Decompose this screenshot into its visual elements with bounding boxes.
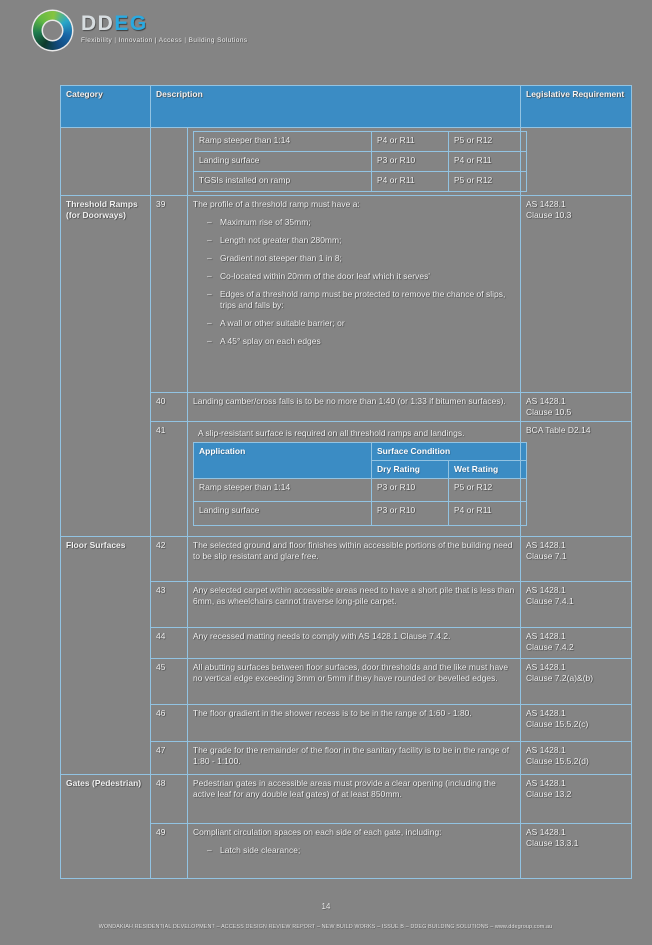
table-row	[194, 502, 527, 526]
table-row-42	[61, 537, 632, 582]
header-category: Category	[61, 86, 151, 128]
bullet-text: Length not greater than 280mm;	[220, 235, 342, 245]
bullet-marker: –	[207, 271, 212, 281]
continuation-slip-table	[193, 131, 527, 192]
legislative-ref: AS 1428.1	[526, 778, 566, 788]
legislative-clause: Clause 7.1	[526, 551, 567, 561]
item-number-empty	[151, 128, 188, 196]
slip-header-wet: Wet Rating	[449, 461, 527, 479]
wet-rating-cell: P5 or R12	[449, 479, 527, 502]
bullet-marker: –	[207, 845, 212, 855]
item-number: 49	[151, 824, 188, 879]
legislative-cell	[521, 537, 632, 582]
legislative-clause: Clause 15.5.2(c)	[526, 719, 589, 729]
legislative-cell	[521, 659, 632, 705]
legislative-cell-empty	[521, 128, 632, 196]
bullet-text: Co-located within 20mm of the door leaf which it serves'	[220, 271, 430, 281]
legislative-ref: AS 1428.1	[526, 708, 566, 718]
legislative-cell	[521, 824, 632, 879]
description-cell: Landing camber/cross falls is to be no more than 1:40 (or 1:33 if bitumen surfaces).	[188, 393, 521, 422]
slip-header-application: Application	[194, 443, 372, 479]
legislative-clause: Clause 7.4.2	[526, 642, 574, 652]
category-cell-gates: Gates (Pedestrian)	[61, 775, 151, 879]
slip-table-header-row	[194, 443, 527, 461]
bullet-marker: –	[207, 336, 212, 346]
item-number: 48	[151, 775, 188, 824]
table-header-row	[61, 86, 632, 128]
legislative-ref: BCA Table D2.14	[526, 425, 591, 435]
logo-dd: DD	[81, 12, 115, 35]
legislative-cell	[521, 742, 632, 775]
legislative-cell	[521, 393, 632, 422]
legislative-cell	[521, 582, 632, 628]
slip-header-dry: Dry Rating	[372, 461, 449, 479]
table-row	[194, 479, 527, 502]
application-cell: Ramp steeper than 1:14	[194, 132, 372, 152]
legislative-clause: Clause 7.4.1	[526, 596, 574, 606]
legislative-cell	[521, 775, 632, 824]
bullet-item	[207, 235, 515, 246]
item-number: 39	[151, 196, 188, 393]
bullet-text: Latch side clearance;	[220, 845, 301, 855]
table-row	[194, 172, 527, 192]
bullet-item	[207, 217, 515, 228]
description-cell: Any recessed matting needs to comply with AS 1428.1 Clause 7.4.2.	[188, 628, 521, 659]
continuation-table-cell	[188, 128, 521, 196]
category-cell-threshold-ramps: Threshold Ramps (for Doorways)	[61, 196, 151, 537]
bullet-marker: –	[207, 289, 212, 299]
compliance-table	[60, 85, 632, 879]
bullet-item	[207, 289, 515, 311]
legislative-clause: Clause 10.5	[526, 407, 572, 417]
legislative-ref: AS 1428.1	[526, 396, 566, 406]
dry-rating-cell: P4 or R11	[372, 172, 449, 192]
item-number: 46	[151, 705, 188, 742]
bullet-marker: –	[207, 253, 212, 263]
footer-text: WONDAKIAH RESIDENTIAL DEVELOPMENT – ACCESS DESIGN REVIEW REPORT – NEW BUILD WORKS – ISSUE B – DDEG BUILDING SOLUTIONS – www.ddegroup.com.au	[99, 924, 553, 930]
bullet-item	[207, 253, 515, 264]
legislative-ref: AS 1428.1	[526, 827, 566, 837]
description-cell: Any selected carpet within accessible areas need to have a short pile that is less than 6mm, as wheelchairs cannot traverse long-pile carpet.	[188, 582, 521, 628]
legislative-clause: Clause 15.5.2(d)	[526, 756, 589, 766]
item-number: 47	[151, 742, 188, 775]
dry-rating-cell: P3 or R10	[372, 502, 449, 526]
slip-header-condition: Surface Condition	[372, 443, 527, 461]
wet-rating-cell: P5 or R12	[449, 132, 527, 152]
application-cell: Landing surface	[194, 502, 372, 526]
bullet-text: Edges of a threshold ramp must be protected to remove the chance of slips, trips and falls by:	[220, 289, 506, 310]
bullet-item	[207, 845, 515, 856]
page-number: 14	[321, 902, 331, 911]
legislative-ref: AS 1428.1	[526, 745, 566, 755]
bullet-text: A wall or other suitable barrier; or	[220, 318, 345, 328]
description-text: A slip-resistant surface is required on all threshold ramps and landings.	[198, 428, 465, 438]
legislative-cell	[521, 628, 632, 659]
application-cell: Landing surface	[194, 152, 372, 172]
dry-rating-cell: P3 or R10	[372, 152, 449, 172]
description-text: The profile of a threshold ramp must have a:	[193, 199, 360, 209]
legislative-clause: Clause 10.3	[526, 210, 572, 220]
logo-text-block	[81, 11, 248, 44]
bullet-text: A 45° splay on each edges	[220, 336, 321, 346]
application-cell: TGSIs installed on ramp	[194, 172, 372, 192]
category-cell-empty	[61, 128, 151, 196]
table-row-39	[61, 196, 632, 393]
description-cell: All abutting surfaces between floor surfaces, door thresholds and the like must have no vertical edge exceeding 3mm or 5mm if they have rounded or bevelled edges.	[188, 659, 521, 705]
legislative-ref: AS 1428.1	[526, 540, 566, 550]
bullet-marker: –	[207, 235, 212, 245]
logo-eg: EG	[114, 12, 148, 35]
wet-rating-cell: P4 or R11	[449, 152, 527, 172]
item-number: 45	[151, 659, 188, 705]
description-text: Compliant circulation spaces on each side of each gate, including:	[193, 827, 442, 837]
item-number: 43	[151, 582, 188, 628]
description-cell: The floor gradient in the shower recess is to be in the range of 1:60 - 1:80.	[188, 705, 521, 742]
legislative-clause: Clause 13.3.1	[526, 838, 579, 848]
bullet-item	[207, 318, 515, 329]
footer-reference-line	[0, 916, 652, 934]
bullet-text: Maximum rise of 35mm;	[220, 217, 311, 227]
header-legislative: Legislative Requirement	[521, 86, 632, 128]
ddeg-ring-icon	[33, 11, 72, 50]
bullet-item	[207, 271, 515, 282]
table-row	[194, 152, 527, 172]
description-cell: The grade for the remainder of the floor in the sanitary facility is to be in the range of 1:80 - 1:100.	[188, 742, 521, 775]
item-number: 40	[151, 393, 188, 422]
application-cell: Ramp steeper than 1:14	[194, 479, 372, 502]
ddeg-logo	[33, 11, 248, 50]
dry-rating-cell: P4 or R11	[372, 132, 449, 152]
description-cell	[188, 824, 521, 879]
wet-rating-cell: P4 or R11	[449, 502, 527, 526]
logo-tagline: Flexibility | Innovation | Access | Building Solutions	[81, 37, 248, 44]
legislative-cell	[521, 196, 632, 393]
legislative-ref: AS 1428.1	[526, 199, 566, 209]
legislative-ref: AS 1428.1	[526, 662, 566, 672]
legislative-clause: Clause 7.2(a)&(b)	[526, 673, 594, 683]
item-number: 41	[151, 422, 188, 537]
table-row-48	[61, 775, 632, 824]
table-row	[194, 132, 527, 152]
category-cell-floor-surfaces: Floor Surfaces	[61, 537, 151, 775]
legislative-clause: Clause 13.2	[526, 789, 572, 799]
bullet-marker: –	[207, 217, 212, 227]
legislative-cell	[521, 422, 632, 537]
item-number: 42	[151, 537, 188, 582]
slip-resistance-table	[193, 442, 527, 526]
legislative-cell	[521, 705, 632, 742]
bullet-text: Gradient not steeper than 1 in 8;	[220, 253, 342, 263]
description-cell	[188, 196, 521, 393]
description-cell: Pedestrian gates in accessible areas must provide a clear opening (including the active leaf for any double leaf gates) of at least 850mm.	[188, 775, 521, 824]
bullet-marker: –	[207, 318, 212, 328]
item-number: 44	[151, 628, 188, 659]
description-cell	[188, 422, 521, 537]
bullet-item	[207, 336, 515, 347]
header-description: Description	[151, 86, 521, 128]
dry-rating-cell: P3 or R10	[372, 479, 449, 502]
legislative-ref: AS 1428.1	[526, 585, 566, 595]
table-row-continuation	[61, 128, 632, 196]
logo-wordmark	[81, 14, 248, 34]
description-cell: The selected ground and floor finishes within accessible portions of the building need to be slip resistant and glare free.	[188, 537, 521, 582]
wet-rating-cell: P5 or R12	[449, 172, 527, 192]
legislative-ref: AS 1428.1	[526, 631, 566, 641]
